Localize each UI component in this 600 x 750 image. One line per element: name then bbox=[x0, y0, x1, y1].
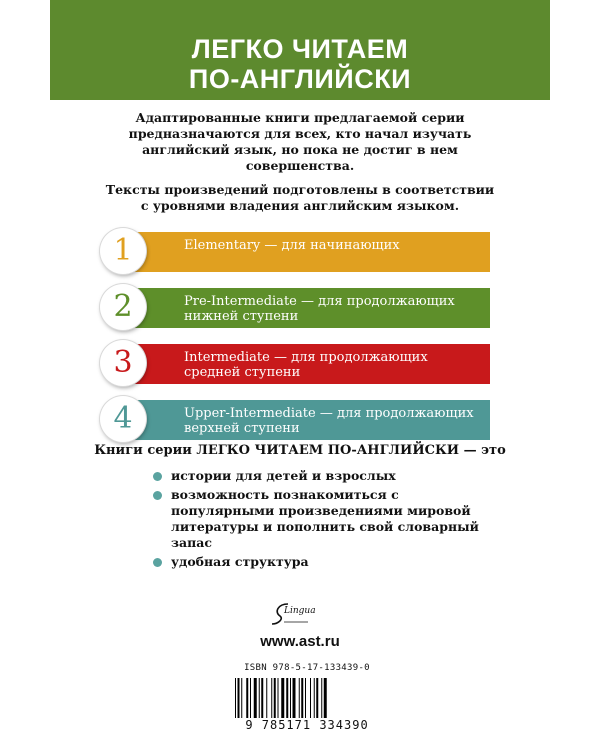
list-item bbox=[153, 487, 483, 551]
feature-text: истории для детей и взрослых bbox=[171, 468, 396, 483]
level-label-2 bbox=[184, 294, 484, 324]
level-label-4 bbox=[184, 406, 484, 436]
intro-paragraph-1: Адаптированные книги предлагаемой серии предназначаются для всех, кто начал изучать английский язык, но пока не достиг в нем совершенства. bbox=[128, 110, 472, 173]
level-bar-1 bbox=[124, 232, 490, 272]
isbn-number: ISBN 978-5-17-133439-0 bbox=[244, 663, 370, 673]
series-title-line-2: ПО-АНГЛИЙСКИ bbox=[188, 64, 412, 94]
barcode-bar bbox=[254, 678, 257, 718]
level-number-2: 2 bbox=[100, 284, 146, 330]
publisher-logo bbox=[264, 600, 334, 628]
barcode-bar bbox=[250, 678, 251, 718]
barcode-bar bbox=[235, 678, 236, 718]
title-banner bbox=[50, 0, 550, 100]
barcode-bar bbox=[321, 678, 322, 718]
bullet-dot-icon bbox=[153, 472, 162, 481]
level-number-4: 4 bbox=[100, 396, 146, 442]
barcode-bar bbox=[301, 678, 303, 718]
level-item-3 bbox=[100, 340, 490, 382]
level-bar-4 bbox=[124, 400, 490, 440]
barcode-bar bbox=[271, 678, 272, 718]
level-number-1: 1 bbox=[100, 228, 146, 274]
level-4-line-1: Upper-Intermediate — для продолжающих bbox=[184, 406, 474, 421]
barcode-bar bbox=[274, 678, 276, 718]
barcode-bar bbox=[314, 678, 315, 718]
series-title bbox=[50, 34, 550, 94]
barcode-bar bbox=[286, 678, 288, 718]
level-number-3: 3 bbox=[100, 340, 146, 386]
level-1-line-1: Elementary — для начинающих bbox=[184, 238, 400, 253]
level-3-line-2: средней ступени bbox=[184, 365, 301, 380]
barcode-bar bbox=[299, 678, 300, 718]
level-item-4 bbox=[100, 396, 490, 438]
level-list bbox=[100, 228, 490, 452]
feature-text: возможность познакомиться с популярными произведениями мировой литературы и пополнить свой словарный запас bbox=[171, 487, 479, 550]
website-link: www.ast.ru bbox=[260, 633, 340, 650]
level-2-line-1: Pre-Intermediate — для продолжающих bbox=[184, 294, 455, 309]
series-title-line-1: ЛЕГКО ЧИТАЕМ bbox=[191, 34, 409, 64]
barcode-bar bbox=[324, 678, 327, 718]
barcode-bar bbox=[241, 678, 242, 718]
barcode-bar bbox=[316, 678, 318, 718]
level-label-1 bbox=[184, 238, 484, 253]
level-item-1 bbox=[100, 228, 490, 270]
series-statement: Книги серии ЛЕГКО ЧИТАЕМ ПО-АНГЛИЙСКИ — это bbox=[94, 443, 506, 458]
barcode-graphic bbox=[233, 678, 381, 718]
list-item bbox=[153, 554, 483, 570]
publisher-name: Lingua bbox=[284, 606, 316, 616]
level-2-line-2: нижней ступени bbox=[184, 309, 299, 324]
barcode-bar bbox=[305, 678, 306, 718]
barcode-bar bbox=[266, 678, 267, 718]
level-4-line-2: верхней ступени bbox=[184, 421, 300, 436]
barcode-bar bbox=[261, 678, 263, 718]
barcode-bar bbox=[246, 678, 248, 718]
feature-text: удобная структура bbox=[171, 554, 309, 569]
level-label-3 bbox=[184, 350, 484, 380]
intro-text bbox=[100, 110, 500, 222]
barcode-bar bbox=[293, 678, 296, 718]
barcode-bar bbox=[281, 678, 284, 718]
barcode-bar bbox=[310, 678, 311, 718]
level-item-2 bbox=[100, 284, 490, 326]
intro-paragraph-2: Тексты произведений подготовлены в соответствии с уровнями владения английским языком. bbox=[105, 182, 495, 213]
barcode-bar bbox=[259, 678, 260, 718]
level-bar-3 bbox=[124, 344, 490, 384]
list-item bbox=[153, 468, 483, 484]
bullet-dot-icon bbox=[153, 558, 162, 567]
level-bar-2 bbox=[124, 288, 490, 328]
bullet-dot-icon bbox=[153, 491, 162, 500]
barcode-bar bbox=[278, 678, 279, 718]
barcode-bar bbox=[238, 678, 240, 718]
level-3-line-1: Intermediate — для продолжающих bbox=[184, 350, 428, 365]
barcode-digits: 9 785171 334390 bbox=[245, 718, 369, 732]
feature-list bbox=[153, 468, 483, 573]
barcode-bar bbox=[290, 678, 291, 718]
